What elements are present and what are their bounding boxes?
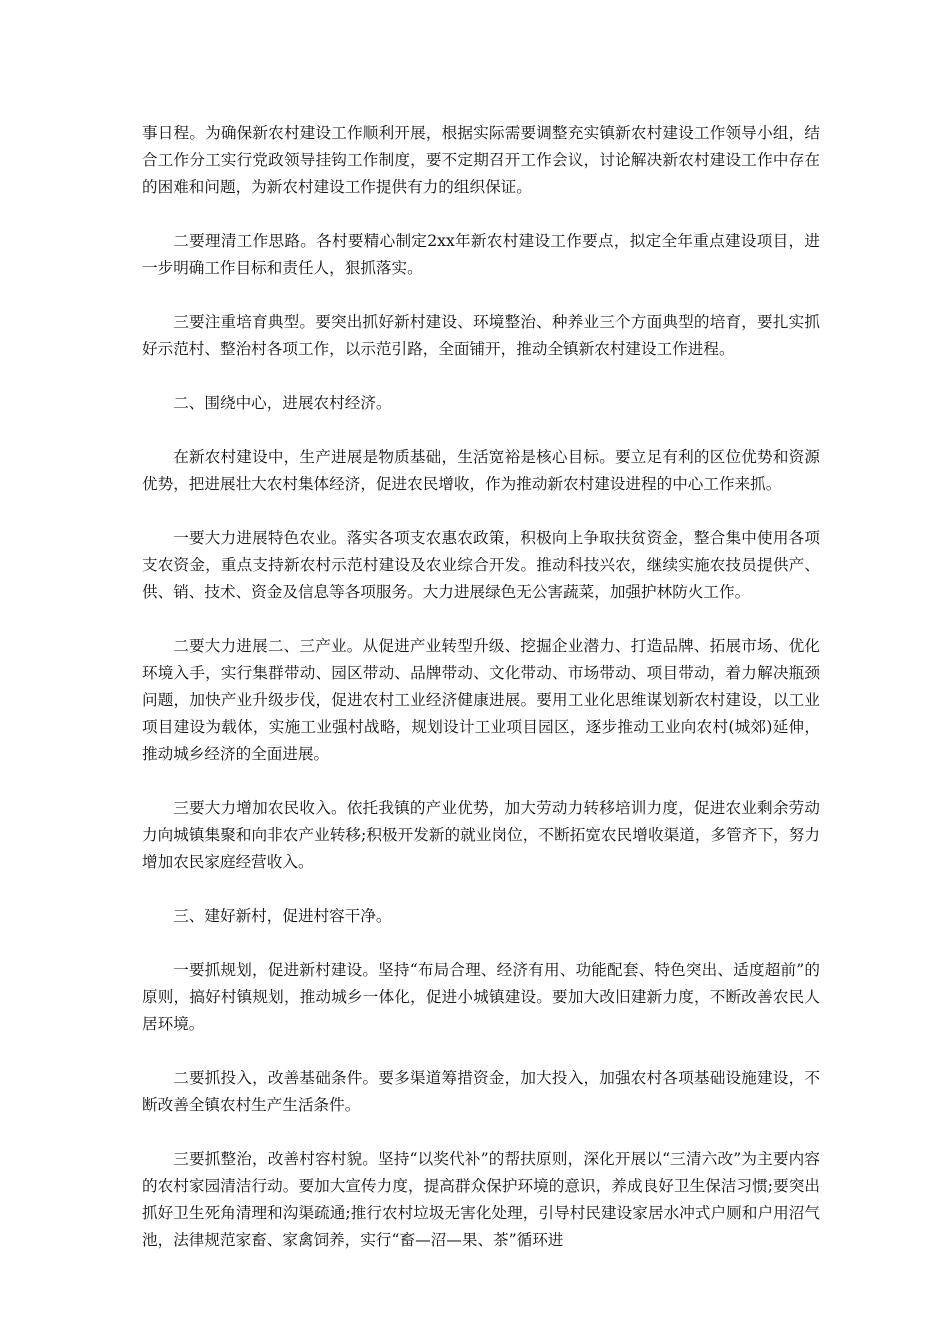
paragraph-planning: 一要抓规划，促进新村建设。坚持“布局合理、经济有用、功能配套、特色突出、适度超前”的原则，搞好村镇规划，推动城乡一体化，促进小城镇建设。要加大改旧建新力度，不断改善农民人居环境。 [142, 961, 820, 1033]
paragraph-special-agriculture: 一要大力进展特色农业。落实各项支农惠农政策，积极向上争取扶贫资金，整合集中使用各项支农资金，重点支持新农村示范村建设及农业综合开发。推动科技兴农，继续实施农技员提供产、供、销、技术、资金及信息等各项服务。大力进展绿色无公害蔬菜，加强护林防火工作。 [142, 529, 820, 601]
paragraph-economy-intro: 在新农村建设中，生产进展是物质基础，生活宽裕是核心目标。要立足有利的区位优势和资源优势，把进展壮大农村集体经济，促进农民增收，作为推动新农村建设进程的中心工作来抓。 [142, 448, 820, 493]
paragraph-farmer-income: 三要大力增加农民收入。依托我镇的产业优势，加大劳动力转移培训力度，促进农业剩余劳动力向城镇集聚和向非农产业转移;积极开发新的就业岗位，不断拓宽农民增收渠道，多管齐下，努力增加农民家庭经营收入。 [142, 799, 820, 871]
paragraph-continuation: 事日程。为确保新农村建设工作顺利开展，根据实际需要调整充实镇新农村建设工作领导小组，结合工作分工实行党政领导挂钩工作制度，要不定期召开工作会议，讨论解决新农村建设工作中存在的困难和问题，为新农村建设工作提供有力的组织保证。 [142, 124, 820, 196]
section-heading-village: 三、建好新村，促进村容干净。 [173, 907, 392, 925]
paragraph-rectification: 三要抓整治，改善村容村貌。坚持“以奖代补”的帮扶原则，深化开展以“三清六改”为主要内容的农村家园清洁行动。要加大宣传力度，提高群众保护环境的意识，养成良好卫生保洁习惯;要突出抓好卫生死角清理和沟渠疏通;推行农村垃圾无害化处理，引导村民建设家居水冲式户厕和户用沼气池，法律规范家畜、家禽饲养，实行“畜—沼—果、茶”循环进 [142, 1150, 820, 1249]
paragraph-typical-models: 三要注重培育典型。要突出抓好新村建设、环境整治、种养业三个方面典型的培育，要扎实抓好示范村、整治村各项工作，以示范引路，全面铺开，推动全镇新农村建设工作进程。 [142, 313, 820, 358]
paragraph-work-ideas: 二要理清工作思路。各村要精心制定2xx年新农村建设工作要点，拟定全年重点建设项目，进一步明确工作目标和责任人，狠抓落实。 [142, 232, 820, 277]
section-heading-economy: 二、围绕中心，进展农村经济。 [173, 394, 392, 412]
paragraph-investment: 二要抓投入，改善基础条件。要多渠道筹措资金，加大投入，加强农村各项基础设施建设，不断改善全镇农村生产生活条件。 [142, 1069, 820, 1114]
paragraph-secondary-tertiary: 二要大力进展二、三产业。从促进产业转型升级、挖掘企业潜力、打造品牌、拓展市场、优化环境入手，实行集群带动、园区带动、品牌带动、文化带动、市场带动、项目带动，着力解决瓶颈问题，加快产业升级步伐，促进农村工业经济健康进展。要用工业化思维谋划新农村建设，以工业项目建设为载体，实施工业强村战略，规划设计工业项目园区，逐步推动工业向农村(城郊)延伸，推动城乡经济的全面进展。 [142, 637, 820, 763]
document-body [142, 120, 820, 1281]
